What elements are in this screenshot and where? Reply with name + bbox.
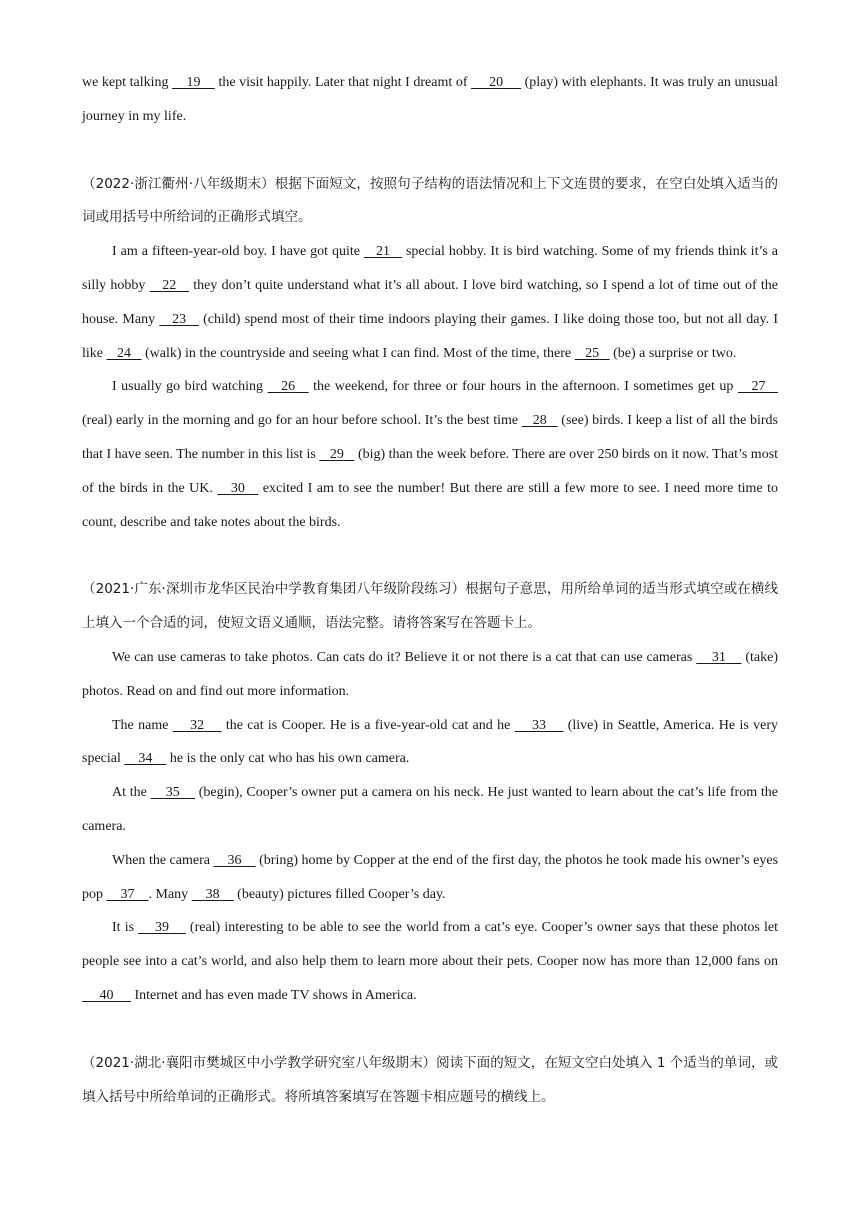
text-run: It is — [112, 920, 139, 936]
text-run: (real) early in the morning and go for an hour before school. It’s the best time — [82, 413, 522, 429]
blank-number: 38 — [205, 886, 220, 902]
blank-number: 30 — [230, 480, 245, 496]
text-run: . Many — [148, 886, 192, 902]
passage-paragraph — [82, 776, 778, 844]
section-gap — [82, 134, 778, 168]
answer-blank-32[interactable] — [173, 718, 222, 733]
passage-paragraph — [82, 641, 778, 709]
blank-number: 29 — [329, 446, 344, 462]
text-run: (begin), Cooper’s owner put a camera on his neck. He just wanted to learn about the cat’s life from the camera. — [82, 785, 778, 834]
blank-number: 23 — [172, 311, 187, 327]
exercise-section — [82, 66, 778, 134]
exercise-instructions — [82, 168, 778, 236]
text-run: the visit happily. Later that night I dreamt of — [214, 75, 472, 90]
exercise-section — [82, 1047, 778, 1115]
answer-blank-29[interactable] — [319, 447, 354, 462]
text-run: they don’t quite understand what it’s all about. I love bird watching, so I spend a lot of time out of the house. Many — [82, 277, 778, 327]
blank-number: 37 — [120, 886, 135, 902]
text-run: The name — [112, 717, 173, 733]
text-run: When the camera — [112, 852, 214, 868]
exercise-instructions — [82, 573, 778, 641]
blank-number: 40 — [99, 987, 114, 1003]
text-run: he is the only cat who has his own camera. — [166, 751, 410, 767]
text-run: (play) with elephants. It was truly an unusual journey in my life. — [82, 75, 778, 124]
exercise-section — [82, 573, 778, 1012]
text-run: (walk) in the countryside and seeing what I can find. Most of the time, there — [141, 345, 575, 361]
blank-number: 25 — [585, 345, 600, 361]
answer-blank-28[interactable] — [522, 413, 558, 428]
answer-blank-22[interactable] — [150, 278, 189, 293]
text-run: excited I am to see the number! But there are still a few more to see. I need more time to count, describe and take notes about the birds. — [82, 480, 779, 530]
blank-number: 27 — [751, 379, 766, 395]
blank-number: 22 — [162, 277, 177, 293]
text-run: (bring) home by Copper at the end of the first day, the photos he took made his owner’s eyes pop — [82, 852, 779, 902]
text-run: (child) spend most of their time indoors playing their games. I like doing those too, but not all day. I like — [82, 311, 779, 361]
document-body — [82, 66, 778, 1114]
answer-blank-24[interactable] — [107, 346, 142, 361]
blank-number: 34 — [138, 751, 153, 767]
text-run: (big) than the week before. There are over 250 birds on it now. That’s most of the birds in the UK. — [82, 446, 779, 496]
answer-blank-31[interactable] — [696, 650, 741, 665]
text-run: (be) a surprise or two. — [609, 345, 737, 361]
text-run: (real) interesting to be able to see the world from a cat’s eye. Cooper’s owner says that these photos let people see into a cat’s world, and also help them to learn more about their pets. Cooper now has more than 12,000 fans on — [82, 920, 779, 970]
text-run: we kept talking — [82, 75, 173, 90]
text-run: At the — [112, 785, 151, 801]
blank-number: 31 — [711, 649, 726, 665]
blank-number: 39 — [155, 920, 169, 936]
text-run: (see) birds. I keep a list of all the birds that I have seen. The number in this list is — [82, 413, 778, 462]
answer-blank-19[interactable] — [172, 75, 215, 90]
text-run: (take) photos. Read on and find out more information. — [82, 649, 778, 699]
text-run: the weekend, for three or four hours in the afternoon. I sometimes get up — [308, 379, 738, 395]
answer-blank-39[interactable] — [138, 920, 185, 935]
blank-number: 19 — [186, 75, 201, 90]
blank-number: 20 — [489, 75, 504, 90]
answer-blank-25[interactable] — [575, 346, 610, 361]
passage-paragraph — [82, 235, 778, 370]
blank-number: 36 — [227, 852, 242, 868]
blank-number: 32 — [190, 717, 205, 733]
answer-blank-27[interactable] — [738, 379, 778, 394]
answer-blank-38[interactable] — [192, 887, 234, 902]
text-run: （2022·浙江衢州·八年级期末）根据下面短文，按照句子结构的语法情况和上下文连贯的要求，在空白处填入适当的词或用括号中所给词的正确形式填空。 — [82, 175, 778, 226]
passage-paragraph — [82, 370, 778, 539]
exercise-instructions — [82, 1047, 778, 1115]
answer-blank-37[interactable] — [107, 887, 149, 902]
section-gap — [82, 539, 778, 573]
answer-blank-35[interactable] — [151, 785, 195, 800]
text-run: the cat is Cooper. He is a five-year-old cat and he — [221, 717, 515, 733]
answer-blank-36[interactable] — [213, 853, 255, 868]
answer-blank-33[interactable] — [515, 718, 564, 733]
blank-number: 33 — [532, 717, 547, 733]
blank-number: 26 — [281, 379, 296, 395]
text-run: （2021·湖北·襄阳市樊城区中小学教学研究室八年级期末）阅读下面的短文，在短文空白处填入 1 个适当的单词，或填入括号中所给单词的正确形式。将所填答案填写在答题卡相应题号的横线上。 — [82, 1054, 778, 1105]
text-run: special hobby. It is bird watching. Some of my friends think it’s a silly hobby — [82, 244, 779, 293]
text-run: I usually go bird watching — [112, 379, 268, 395]
blank-number: 21 — [376, 244, 390, 260]
answer-blank-23[interactable] — [159, 312, 199, 327]
passage-paragraph — [82, 66, 778, 134]
text-run: (live) in Seattle, America. He is very special — [82, 717, 779, 767]
answer-blank-26[interactable] — [268, 379, 309, 394]
text-run: (beauty) pictures filled Cooper’s day. — [233, 886, 446, 902]
text-run: （2021·广东·深圳市龙华区民治中学教育集团八年级阶段练习）根据句子意思，用所给单词的适当形式填空或在横线上填入一个合适的词，使短文语义通顺，语法完整。请将答案写在答题卡上。 — [82, 581, 778, 632]
section-gap — [82, 1013, 778, 1047]
passage-paragraph — [82, 709, 778, 777]
exercise-section — [82, 168, 778, 540]
answer-blank-40[interactable] — [82, 988, 131, 1003]
blank-number: 35 — [165, 785, 180, 801]
text-run: We can use cameras to take photos. Can cats do it? Believe it or not there is a cat that can use cameras — [112, 649, 697, 665]
blank-number: 24 — [117, 345, 131, 361]
text-run: I am a fifteen-year-old boy. I have got quite — [112, 244, 365, 260]
passage-paragraph — [82, 844, 778, 912]
answer-blank-20[interactable] — [471, 75, 521, 90]
blank-number: 28 — [532, 413, 547, 429]
answer-blank-30[interactable] — [217, 481, 258, 496]
answer-blank-34[interactable] — [124, 751, 166, 766]
answer-blank-21[interactable] — [364, 244, 402, 259]
passage-paragraph — [82, 911, 778, 1012]
text-run: Internet and has even made TV shows in America. — [131, 987, 417, 1003]
